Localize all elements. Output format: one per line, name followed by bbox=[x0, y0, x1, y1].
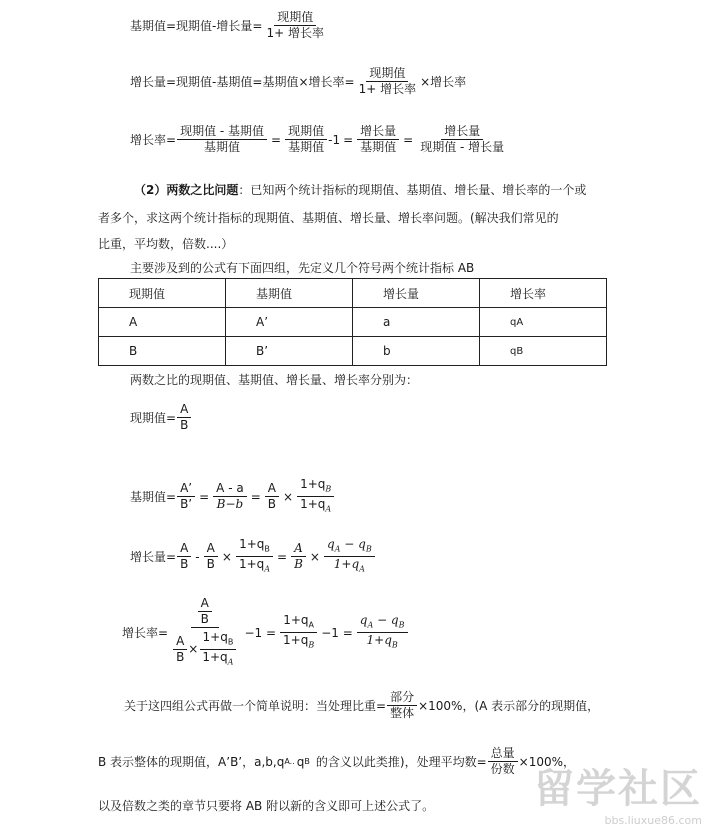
numerator: A bbox=[177, 402, 191, 418]
table-cell: A’ bbox=[226, 308, 353, 337]
section2-line3: 比重，平均数，倍数....） bbox=[98, 237, 234, 251]
numerator: A’ bbox=[177, 481, 195, 497]
formula-base-value bbox=[130, 10, 328, 41]
fraction bbox=[199, 630, 236, 670]
denominator: 份数 bbox=[490, 762, 515, 776]
numerator: A bbox=[173, 634, 187, 650]
formula-increase bbox=[130, 66, 466, 97]
ratio-base-formula: 基期值= $\frac{A’}{B’}$ = $\frac{A - a}{B-b}$ = $\frac{A}{B}$ × $\frac{1+q_B}{1+q_A}$ bbox=[130, 477, 335, 517]
fraction bbox=[285, 124, 327, 155]
fraction bbox=[177, 124, 267, 155]
symbol-table bbox=[98, 278, 607, 366]
formula-lhs: 基期值=现期值-增长量= bbox=[130, 18, 263, 33]
denominator: B bbox=[176, 650, 185, 665]
note-text: 关于这四组公式再做一个简单说明：当处理比重= bbox=[124, 698, 387, 713]
numerator: 现期值 bbox=[366, 66, 408, 82]
fraction bbox=[213, 481, 247, 512]
numerator: 增长量 bbox=[357, 124, 399, 140]
denominator: 1+ 增长率 bbox=[266, 26, 324, 40]
table-row bbox=[99, 337, 607, 366]
fraction bbox=[177, 481, 195, 512]
numerator: A bbox=[265, 481, 279, 497]
numerator: 现期值 bbox=[274, 10, 316, 26]
denominator: B bbox=[206, 557, 215, 572]
fraction bbox=[488, 746, 518, 777]
denominator: 基期值 bbox=[360, 140, 397, 154]
section2-line1 bbox=[134, 184, 586, 196]
denominator: B bbox=[200, 612, 209, 626]
table-header-cell: 基期值 bbox=[226, 279, 353, 308]
fraction bbox=[356, 66, 420, 97]
fraction bbox=[263, 10, 327, 41]
note-text: B 表示整体的现期值，A’B’，a,b,q bbox=[98, 754, 285, 769]
numerator: 总量 bbox=[488, 746, 518, 762]
numerator: 现期值 - 基期值 bbox=[177, 124, 267, 140]
note-text: 的含义以此类推)，处理平均数= bbox=[315, 754, 487, 769]
table-cell: b bbox=[353, 337, 480, 366]
formula-lhs: 增长率= bbox=[130, 132, 177, 147]
fraction bbox=[357, 613, 408, 653]
term: 1+q bbox=[202, 630, 228, 644]
term: 1+q bbox=[366, 633, 392, 648]
section2-intro: 主要涉及到的公式有下面四组，先定义几个符号两个统计指标 AB bbox=[130, 261, 475, 275]
term: q bbox=[359, 613, 368, 627]
fraction bbox=[173, 634, 187, 665]
denominator: 现期值 - 增长量 bbox=[420, 140, 505, 154]
table-cell: B’ bbox=[226, 337, 353, 366]
numerator: $q_A - q_B$ bbox=[357, 613, 408, 633]
fraction bbox=[236, 537, 273, 577]
compound-fraction bbox=[169, 596, 240, 670]
table-header-row bbox=[99, 279, 607, 308]
denominator: $1+q_B$ bbox=[366, 633, 398, 650]
table-header-cell: 增长量 bbox=[353, 279, 480, 308]
denominator: B bbox=[294, 557, 303, 572]
numerator: A - a bbox=[213, 481, 247, 497]
section2-text: ：已知两个统计指标的现期值、基期值、增长量、增长率的一个或 bbox=[238, 183, 587, 197]
ratio-current-formula bbox=[130, 402, 192, 433]
fraction bbox=[177, 402, 191, 433]
ratio-rate-formula bbox=[122, 596, 409, 670]
denominator: B bbox=[180, 557, 189, 572]
numerator bbox=[191, 596, 219, 628]
formula-lhs: 增长率= bbox=[122, 625, 169, 640]
ratio-increase-formula: 增长量= $\frac{A}{B}$ - $\frac{A}{B}$ × $\frac{1+q_B}{1+q_A}$ = $\frac{A}{B}$ × $\frac{q_A - q_B}{1+q_A}$ bbox=[130, 537, 376, 577]
denominator: B bbox=[180, 418, 189, 432]
term: 1+q bbox=[202, 650, 228, 665]
term: 1+q bbox=[239, 537, 265, 551]
numerator: 部分 bbox=[387, 690, 417, 706]
term: 1+q bbox=[283, 633, 309, 648]
numerator: A bbox=[177, 541, 191, 557]
numerator: 增长量 bbox=[441, 124, 483, 140]
fraction bbox=[280, 613, 317, 653]
term: 1+q bbox=[333, 557, 360, 572]
formula-lhs: 增长量=现期值-基期值=基期值×增长率= bbox=[130, 74, 355, 89]
term: 1+q bbox=[283, 613, 309, 627]
numerator: A bbox=[198, 596, 212, 612]
numerator: $1+q_B$ bbox=[297, 477, 334, 497]
denominator: $1+q_B$ bbox=[283, 633, 315, 650]
fraction bbox=[297, 477, 334, 517]
fraction bbox=[387, 690, 417, 721]
formula-lhs: 现期值= bbox=[130, 410, 177, 425]
term: 1+q bbox=[238, 557, 265, 572]
formula-lhs: 增长量= bbox=[130, 549, 177, 564]
fraction bbox=[265, 481, 279, 512]
denominator: $\frac{A}{B}$ × $\frac{1+q_B}{1+q_A}$ bbox=[169, 628, 240, 670]
fraction bbox=[204, 541, 218, 572]
denominator: 基期值 bbox=[204, 140, 241, 154]
fraction bbox=[198, 596, 212, 627]
minus-one: −1 = bbox=[244, 625, 277, 640]
term: q bbox=[326, 537, 335, 551]
denominator: 1+ 增长率 bbox=[358, 82, 417, 96]
denominator: B−b bbox=[216, 497, 244, 512]
note-line3: 以及倍数之类的章节只要将 AB 附以新的含义即可上述公式了。 bbox=[98, 799, 435, 813]
term: 1+q bbox=[300, 497, 326, 512]
denominator: $1+q_A$ bbox=[238, 557, 271, 574]
note-line1 bbox=[124, 690, 599, 721]
minus-one: −1 = bbox=[321, 625, 353, 640]
table-cell: a bbox=[353, 308, 480, 337]
numerator: 现期值 bbox=[285, 124, 327, 140]
numerator: A bbox=[204, 541, 218, 557]
denominator: B bbox=[267, 497, 276, 512]
numerator: $1+q_A$ bbox=[280, 613, 317, 633]
numerator: $1+q_B$ bbox=[200, 630, 237, 650]
fraction bbox=[417, 124, 507, 155]
fraction bbox=[177, 541, 191, 572]
fraction bbox=[291, 541, 306, 572]
denominator: $1+q_A$ bbox=[300, 497, 332, 514]
denominator: $1+q_A$ bbox=[333, 557, 365, 574]
note-line2: B 表示整体的现期值，A’B’，a,b,q A.. q B 的含义以此类推)，处理平均数= $\frac{\text{总量}}{\text{份数}}$ ×100%， bbox=[98, 746, 576, 776]
denominator: 基期值 bbox=[288, 140, 325, 154]
ratio-intro: 两数之比的现期值、基期值、增长量、增长率分别为： bbox=[130, 373, 419, 387]
note-text: ×100%，(A 表示部分的现期值， bbox=[418, 698, 600, 713]
formula-tail: ×增长率 bbox=[420, 74, 467, 89]
table-header-cell: 增长率 bbox=[480, 279, 607, 308]
section2-line2: 者多个，求这两个统计指标的现期值、基期值、增长量、增长率问题。(解决我们常见的 bbox=[98, 211, 559, 225]
denominator: 整体 bbox=[390, 706, 415, 720]
table-cell: qA bbox=[480, 308, 607, 337]
term: 1+q bbox=[300, 477, 326, 491]
note-text: ×100%， bbox=[518, 754, 576, 769]
denominator: $1+q_A$ bbox=[202, 650, 234, 667]
section2-heading: （2）两数之比问题 bbox=[134, 183, 239, 197]
watermark bbox=[534, 757, 702, 827]
numerator: A bbox=[291, 541, 306, 557]
watermark-logo-text: 留学社区 bbox=[534, 766, 702, 812]
table-row bbox=[99, 308, 607, 337]
fraction bbox=[324, 537, 375, 577]
fraction bbox=[357, 124, 399, 155]
formula-growth-rate: 增长率= $\frac{\text{现期值 - 基期值}}{\text{基期值}}$ = $\frac{\text{现期值}}{\text{基期值}}$ -1 = $\frac{\text{增长量}}{\text{基期值}}$ = $\frac{\text{增长量}}{\text{现期值 - 增长量}}$ bbox=[130, 124, 508, 155]
formula-lhs: 基期值= bbox=[130, 489, 177, 504]
table-cell: B bbox=[99, 337, 226, 366]
minus-one: -1 bbox=[328, 132, 341, 147]
numerator: $q_A - q_B$ bbox=[324, 537, 375, 557]
table-header-cell: 现期值 bbox=[99, 279, 226, 308]
table-cell: qB bbox=[480, 337, 607, 366]
numerator: $1+q_B$ bbox=[236, 537, 273, 557]
watermark-url: bbs.liuxue86.com bbox=[604, 814, 702, 827]
denominator: B’ bbox=[180, 497, 193, 512]
table-cell: A bbox=[99, 308, 226, 337]
